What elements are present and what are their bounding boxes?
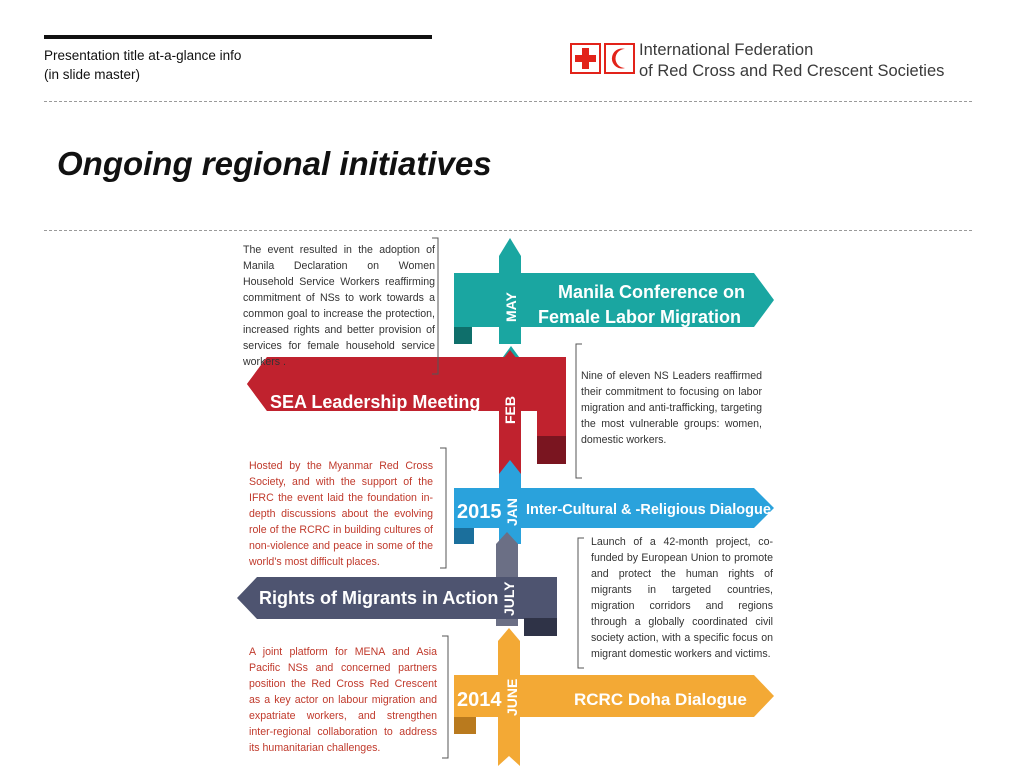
sea-title: SEA Leadership Meeting bbox=[270, 392, 481, 412]
presentation-subtitle bbox=[44, 46, 241, 84]
manila-description: The event resulted in the adoption of Manila Declaration on Women Household Service Workers reaffirming commitment of NSs to work towards a common goal to increase the protection, increased rights and better provision of services for female household service workers . bbox=[243, 244, 435, 368]
doha-month: JUNE bbox=[504, 678, 520, 716]
manila-title-2: Female Labor Migration bbox=[538, 307, 742, 327]
subtitle-line-2: (in slide master) bbox=[44, 67, 141, 82]
ifrc-logo bbox=[570, 40, 975, 80]
sea-month: FEB bbox=[502, 396, 518, 424]
subtitle-line-1: Presentation title at-a-glance info bbox=[44, 48, 242, 63]
sea-description: Nine of eleven NS Leaders reaffirmed their commitment to focusing on labor migration and anti-trafficking, targeting the most vulnerable groups: women, domestic workers. bbox=[581, 370, 762, 446]
doha-year: 2014 bbox=[457, 689, 502, 711]
intercultural-title: Inter-Cultural & -Religious Dialogue bbox=[526, 502, 771, 518]
intercultural-year: 2015 bbox=[457, 501, 502, 523]
doha-bracket bbox=[442, 636, 448, 758]
rights-description: Launch of a 42-month project, co-funded by European Union to promote and protect the human rights of migrants in targeted countries, migration corridors and regions through a globally coordinated civil society action, with a specific focus on migrant domestic workers and victims. bbox=[591, 536, 773, 660]
timeline-infographic bbox=[232, 226, 792, 768]
manila-month: MAY bbox=[503, 292, 519, 322]
header-divider bbox=[44, 101, 972, 102]
ifrc-name bbox=[639, 40, 944, 82]
intercultural-description: Hosted by the Myanmar Red Cross Society, and with the support of the IFRC the event laid the foundation in-depth discussions about the evolving role of the RCRC in building cultures of non-violence and peace in some of the world's most difficult places. bbox=[249, 460, 433, 568]
rights-title: Rights of Migrants in Action bbox=[259, 588, 499, 608]
red-cross-icon bbox=[570, 43, 601, 74]
logo-line-2: of Red Cross and Red Crescent Societies bbox=[639, 62, 945, 80]
rights-month: JULY bbox=[501, 581, 517, 616]
slide-title: Ongoing regional initiatives bbox=[57, 145, 492, 182]
intercultural-month: JAN bbox=[504, 497, 520, 526]
header-rule bbox=[44, 35, 432, 39]
doha-description: A joint platform for MENA and Asia Pacific NSs and concerned partners position the Red Cross Red Crescent as a key actor on labour migration and expatriate workers, and strengthen inter-regional collaboration to address its humanitarian challenges. bbox=[249, 646, 437, 754]
doha-title: RCRC Doha Dialogue bbox=[574, 690, 747, 709]
rights-bracket bbox=[578, 538, 584, 668]
intercultural-bracket bbox=[440, 448, 446, 568]
red-crescent-icon bbox=[604, 43, 635, 74]
manila-title-1: Manila Conference on bbox=[558, 282, 746, 302]
logo-line-1: International Federation bbox=[639, 41, 814, 59]
